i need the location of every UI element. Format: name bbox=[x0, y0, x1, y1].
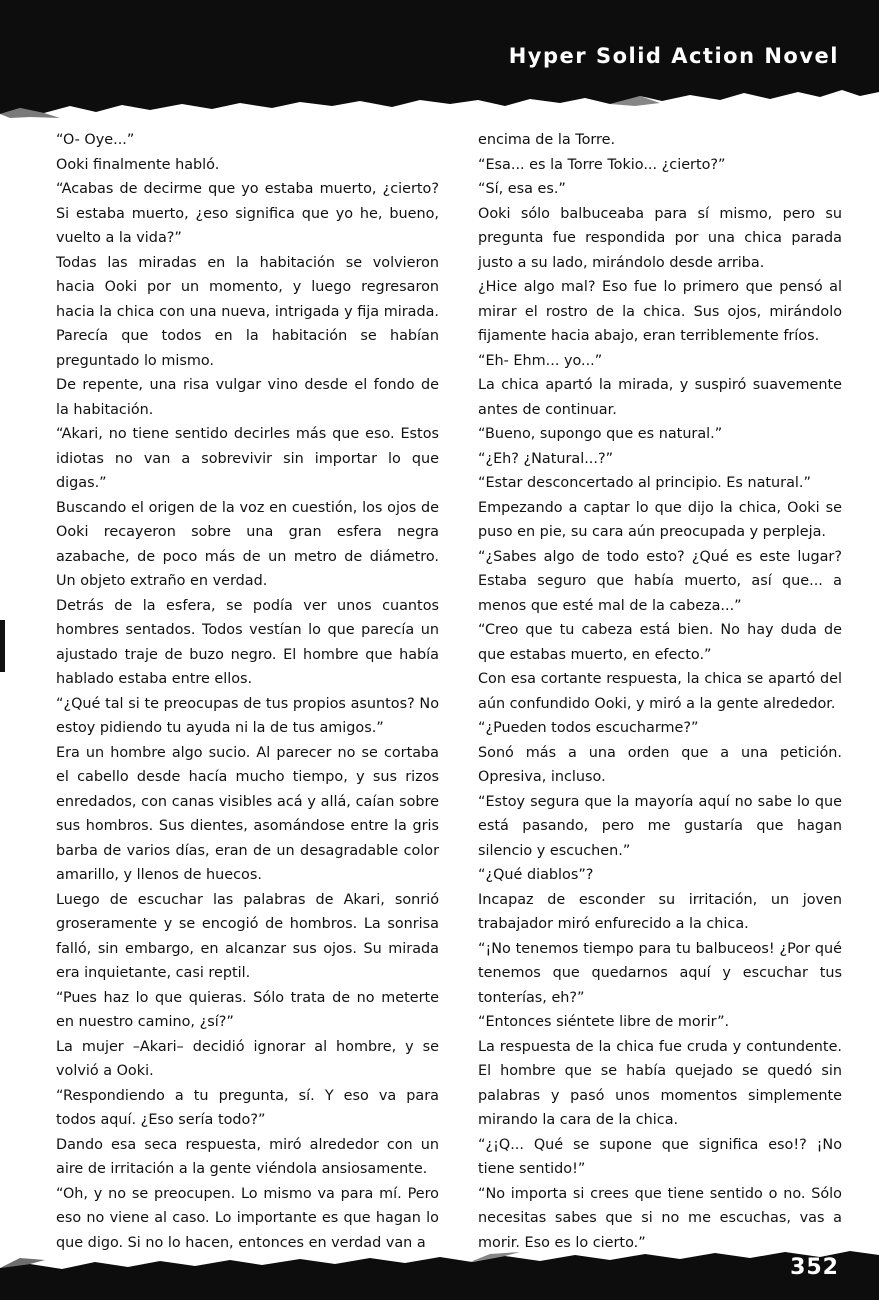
paragraph: “O- Oye...” bbox=[56, 132, 135, 148]
paragraph: “Esa... es la Torre Tokio... ¿cierto?” bbox=[478, 156, 726, 173]
paragraph: Empezando a captar lo que dijo la chica, Ooki se puso en pie, su cara aún preocupada y perpleja. bbox=[478, 499, 842, 540]
footer-torn-band bbox=[0, 1248, 879, 1300]
paragraph: “Sí, esa es.” bbox=[478, 181, 566, 197]
paragraph: “Eh- Ehm... yo...” bbox=[478, 352, 603, 369]
paragraph: Detrás de la esfera, se podía ver unos cuantos hombres sentados. Todos vestían lo que parecía un ajustado traje de buzo negro. El hombre que había hablado estaba entre ellos. bbox=[56, 597, 439, 687]
paragraph: “Akari, no tiene sentido decirles más que eso. Estos idiotas no van a sobrevivir sin importar lo que digas.” bbox=[56, 426, 439, 491]
paragraph: La mujer –Akari– decidió ignorar al hombre, y se volvió a Ooki. bbox=[56, 1038, 439, 1079]
paragraph: Con esa cortante respuesta, la chica se apartó del aún confundido Ooki, y miró a la gente alrededor. bbox=[478, 671, 842, 712]
page-number: 352 bbox=[790, 1255, 839, 1280]
footer-band-shape bbox=[0, 1248, 879, 1300]
paragraph: “¡No tenemos tiempo para tu balbuceos! ¿Por qué tenemos que quedarnos aquí y escuchar tus tonterías, eh?” bbox=[478, 940, 842, 1006]
paragraph: “Estar desconcertado al principio. Es natural.” bbox=[478, 475, 811, 491]
paragraph: La chica apartó la mirada, y suspiró suavemente antes de continuar. bbox=[478, 377, 842, 418]
paragraph: encima de la Torre. bbox=[478, 132, 616, 148]
series-title: Hyper Solid Action Novel bbox=[508, 44, 839, 68]
paragraph: “Creo que tu cabeza está bien. No hay duda de que estabas muerto, en efecto.” bbox=[478, 622, 842, 663]
paragraph: Todas las miradas en la habitación se volvieron hacia Ooki por un momento, y luego regresaron hacia la chica con una nueva, intrigada y fija mirada. Parecía que todos en la habitación se habían preguntado lo mismo. bbox=[56, 254, 439, 369]
paragraph: “Bueno, supongo que es natural.” bbox=[478, 426, 723, 442]
paragraph: “¿¡Q... Qué se supone que significa eso!? ¡No tiene sentido!” bbox=[478, 1136, 842, 1177]
paragraph: “Respondiendo a tu pregunta, sí. Y eso va para todos aquí. ¿Eso sería todo?” bbox=[56, 1087, 439, 1128]
paragraph: Luego de escuchar las palabras de Akari, sonrió groseramente y se encogió de hombros. La sonrisa falló, sin embargo, en alcanzar sus ojos. Su mirada era inquietante, casi reptil. bbox=[56, 891, 439, 981]
paragraph: “¿Eh? ¿Natural...?” bbox=[478, 450, 614, 467]
paragraph: ¿Hice algo mal? Eso fue lo primero que pensó al mirar el rostro de la chica. Sus ojos, mirándolo fijamente hacia abajo, eran terriblemente fríos. bbox=[478, 279, 842, 344]
paragraph: “Acabas de decirme que yo estaba muerto, ¿cierto? Si estaba muerto, ¿eso significa que yo he, bueno, vuelto a la vida?” bbox=[56, 181, 439, 246]
paragraph: Dando esa seca respuesta, miró alrededor con un aire de irritación a la gente viéndola ansiosamente. bbox=[56, 1136, 439, 1177]
right-text-column bbox=[478, 128, 842, 1255]
paragraph: “¿Pueden todos escucharme?” bbox=[478, 720, 699, 736]
paragraph: “Oh, y no se preocupen. Lo mismo va para mí. Pero eso no viene al caso. Lo importante es que hagan lo que digo. Si no lo hacen, entonces en verdad van a bbox=[56, 1185, 439, 1251]
paragraph: “¿Qué diablos”? bbox=[478, 867, 594, 883]
paragraph: “Pues haz lo que quieras. Sólo trata de no meterte en nuestro camino, ¿sí?” bbox=[56, 989, 439, 1030]
paragraph: Incapaz de esconder su irritación, un joven trabajador miró enfurecido a la chica. bbox=[478, 891, 842, 932]
paragraph: “Entonces siéntete libre de morir”. bbox=[478, 1014, 730, 1030]
paragraph: Era un hombre algo sucio. Al parecer no se cortaba el cabello desde hacía mucho tiempo, y sus rizos enredados, con canas visibles acá y allá, caían sobre sus hombros. Sus dientes, asomándose entre la gris barba de varios días, eran de un desagradable color amarillo, y llenos de huecos. bbox=[56, 744, 439, 883]
paragraph: Sonó más a una orden que a una petición. Opresiva, incluso. bbox=[478, 744, 842, 785]
paragraph: “¿Sabes algo de todo esto? ¿Qué es este lugar? Estaba seguro que había muerto, así que... a menos que esté mal de la cabeza...” bbox=[478, 548, 842, 614]
left-text-column bbox=[56, 128, 439, 1255]
paragraph: De repente, una risa vulgar vino desde el fondo de la habitación. bbox=[56, 377, 439, 418]
edge-mark bbox=[0, 620, 5, 672]
paragraph: Ooki finalmente habló. bbox=[56, 156, 220, 173]
paragraph: Ooki sólo balbuceaba para sí mismo, pero su pregunta fue respondida por una chica parada justo a su lado, mirándolo desde arriba. bbox=[478, 205, 842, 271]
paragraph: “¿Qué tal si te preocupas de tus propios asuntos? No estoy pidiendo tu ayuda ni la de tus amigos.” bbox=[56, 695, 439, 736]
paragraph: Buscando el origen de la voz en cuestión, los ojos de Ooki recayeron sobre una gran esfera negra azabache, de poco más de un metro de diámetro. Un objeto extraño en verdad. bbox=[56, 499, 439, 589]
paragraph: “Estoy segura que la mayoría aquí no sabe lo que está pasando, pero me gustaría que hagan silencio y escuchen.” bbox=[478, 793, 842, 859]
paragraph: “No importa si crees que tiene sentido o no. Sólo necesitas sabes que si no me escuchas, vas a morir. Eso es lo cierto.” bbox=[478, 1185, 842, 1251]
paragraph: La respuesta de la chica fue cruda y contundente. El hombre que se había quejado se quedó sin palabras y pasó unos momentos simplemente mirando la cara de la chica. bbox=[478, 1038, 842, 1128]
